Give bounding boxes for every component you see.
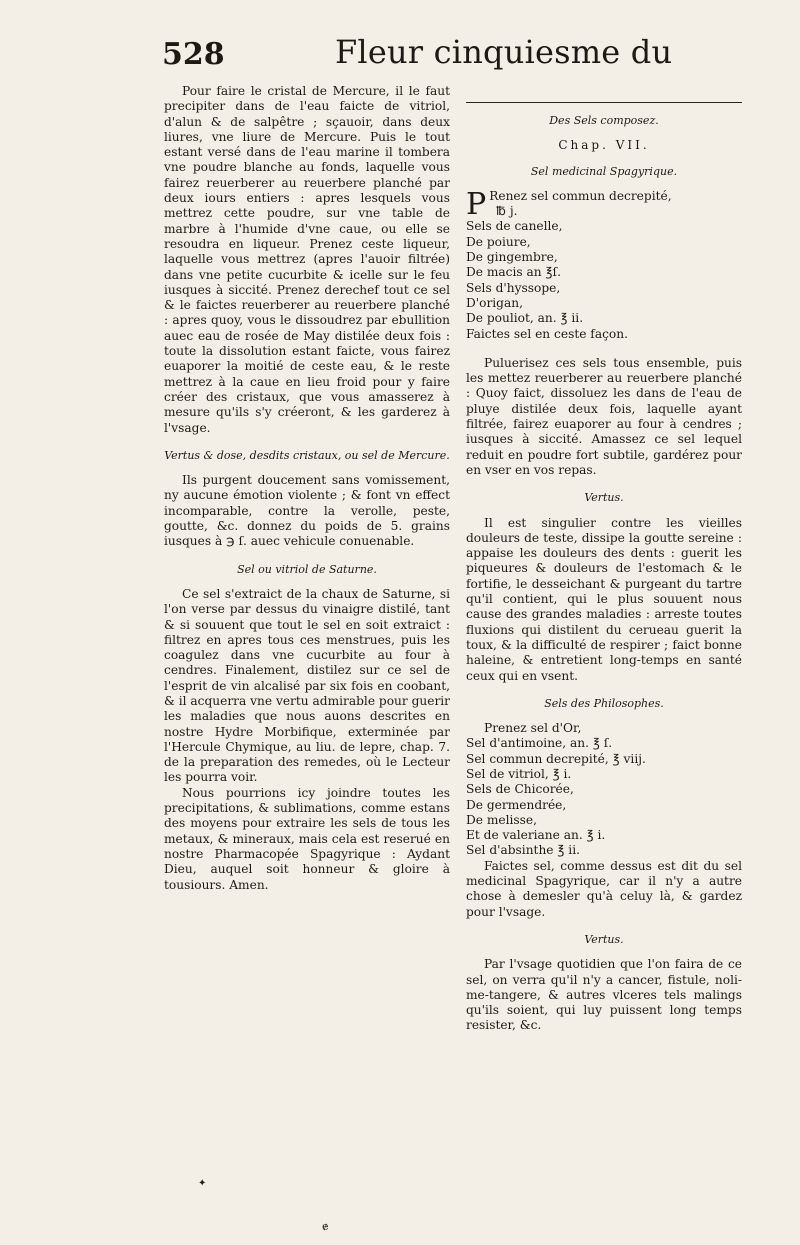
spacer <box>466 342 742 356</box>
ink-mark: ✦ <box>198 1178 207 1189</box>
paragraph-mercury-crystal: Pour faire le cristal de Mercure, il le faut precipiter dans de l'eau faicte de vitriol, d'alun & de salpêtre ; sçauoir, dans deux liures, vne liure de Mercure. Puis le tout estant versé dans de l'eau marine il tombera vne poudre blanche au fonds, laquelle vous fairez reuerberer au reuerbere planché par deux iours entiers : apres lesquels vous mettrez cette poudre, sur vne table de marbre à l'humide d'vne caue, ou elle se resoudra en liqueur. Prenez ceste liqueur, laquelle vous mettrez (apres l'auoir filtrée) dans vne petite cucurbite & icelle sur le feu iusques à siccité. Prenez derechef tout ce sel & le faictes reuerberer au reuerbere planché : apres quoy, vous le dissoudrez par ebullition auec eau de rosée de May distilée deux fois : toute la dissolution estant faicte, vous fairez euaporer la moitié de ceste eau, & le reste mettrez à la caue en lieu froid pour y faire créer des cristaux, que vous amasserez à mesure qu'ils s'y créeront, & les garderez à l'vsage. <box>164 84 450 435</box>
recipe-line: Prenez sel d'Or, <box>484 721 582 736</box>
heading-virtues-1: Vertus. <box>584 491 624 505</box>
recipe-line: D'origan, <box>466 295 523 310</box>
recipe-line: Sels de Chicorée, <box>466 782 574 797</box>
paragraph-virtues-2: Par l'vsage quotidien que l'on faira de ce sel, on verra qu'il n'y a cancer, fistule, noli-me-tangere, & autres vlceres tels malings qu'ils soient, qui luy puissent long temps resister, &c. <box>466 957 742 1033</box>
paragraph-closing: Nous pourrions icy joindre toutes les precipitations, & sublimations, comme estans des moyens pour extraire les sels de tous les metaux, & mineraux, mais cela est reserué en nostre Pharmacopée Spagyrique : Aydant Dieu, auquel soit honneur & gloire à tousiours. Amen. <box>164 785 450 892</box>
heading-composed-salts: Des Sels composez. <box>549 114 659 127</box>
heading-philosophers-salts: Sels des Philosophes. <box>544 696 664 710</box>
recipe-line: Sels d'hyssope, <box>466 280 561 295</box>
recipe-line: Renez sel commun decrepité, <box>489 188 672 203</box>
recipe-line: Faictes sel en ceste façon. <box>466 326 628 341</box>
paragraph-medicinal-method: Puluerisez ces sels tous ensemble, puis les mettez reuerberer au reuerbere planché : Quoy faict, dissoluez les dans de l'eau de pluye distilée deux fois, laquelle ayant filtrée, fairez euaporer au four à cendres ; iusques à siccité. Amassez ce sel lequel reduit en poudre fort subtile, gardérez pour en vser en vos repas. <box>466 355 742 477</box>
paragraph-saturn-salt: Ce sel s'extraict de la chaux de Saturne, si l'on verse par dessus du vinaigre distilé, tant & si souuent que tout le sel en soit extraict : filtrez en apres tous ces menstrues, puis les coagulez dans vne cucurbite au four à cendres. Finalement, distilez sur ce sel de l'esprit de vin alcalisé par six fois en coobant, & il acquerra vne vertu admirable pour guerir les maladies que nous auons descrites en nostre Hydre Morbifique, exterminée par l'Hercule Chymique, au liu. de lepre, chap. 7. de la preparation des remedes, où le Lecteur les pourra voir. <box>164 586 451 785</box>
recipe-line: De melisse, <box>466 812 538 827</box>
chapter-label: Chap. VII. <box>558 138 650 153</box>
paragraph-virtues-1: Il est singulier contre les vieilles douleurs de teste, dissipe la goutte sereine : appaise les douleurs des dents : guerit les piqueures & douleurs de l'estomach & le fortifie, le desseichant & purgeant du tartre qu'il contient, qui le plus souuent nous cause des grandes maladies : arreste toutes fluxions qui distilent du cerueau guerit la toux, & la difficulté de respirer ; faict bonne haleine, & entretient long-temps en santé ceux qui en vsent. <box>466 515 742 683</box>
drop-cap: P <box>466 186 487 222</box>
recipe-line: Sel commun decrepité, ℥ viij. <box>466 751 646 766</box>
right-column <box>466 102 742 1034</box>
recipe-line: Sel d'absinthe ℥ ii. <box>466 843 580 858</box>
recipe-line: Et de valeriane an. ℥ i. <box>466 828 606 843</box>
recipe-line: Sels de canelle, <box>466 219 563 234</box>
heading-virtues-2: Vertus. <box>584 932 624 946</box>
heading-saturn-salt: Sel ou vitriol de Saturne. <box>237 562 377 576</box>
top-rule <box>466 102 742 103</box>
recipe-line: De germendrée, <box>466 797 567 812</box>
recipe-line: Sel d'antimoine, an. ℥ ſ. <box>466 736 613 751</box>
page-number: 528 <box>162 37 225 72</box>
recipe-line: De poiure, <box>466 234 531 249</box>
recipe-line: Sel de vitriol, ℥ i. <box>466 766 572 781</box>
left-column <box>164 84 450 893</box>
paragraph-philosophers-method: Faictes sel, comme dessus est dit du sel medicinal Spagyrique, car il n'y a autre chose à demesler qu'à celuy là, & gardez pour l'vsage. <box>466 858 742 919</box>
recipe-line: De macis an ℥ſ. <box>466 265 561 280</box>
heading-medicinal-salt: Sel medicinal Spagyrique. <box>530 164 678 178</box>
running-title: Fleur cinquiesme du <box>335 33 673 71</box>
recipe-line: De pouliot, an. ℥ ii. <box>466 311 584 326</box>
recipe-line: De gingembre, <box>466 250 558 265</box>
paragraph-mercury-virtues: Ils purgent doucement sans vomissement, ny aucune émotion violente ; & font vn effect incomparable, contre la verolle, peste, goutte, &c. donnez du poids de 5. grains iusques à ℈ ſ. auec vehicule conuenable. <box>164 473 450 549</box>
heading-mercury-virtues: Vertus & dose, desdits cristaux, ou sel de Mercure. <box>164 448 450 462</box>
recipe-line: ℔ j. <box>496 204 518 219</box>
ink-mark: ɇ <box>322 1220 329 1233</box>
recipe-medicinal-salt <box>466 186 742 342</box>
recipe-philosophers-salts <box>466 721 742 859</box>
